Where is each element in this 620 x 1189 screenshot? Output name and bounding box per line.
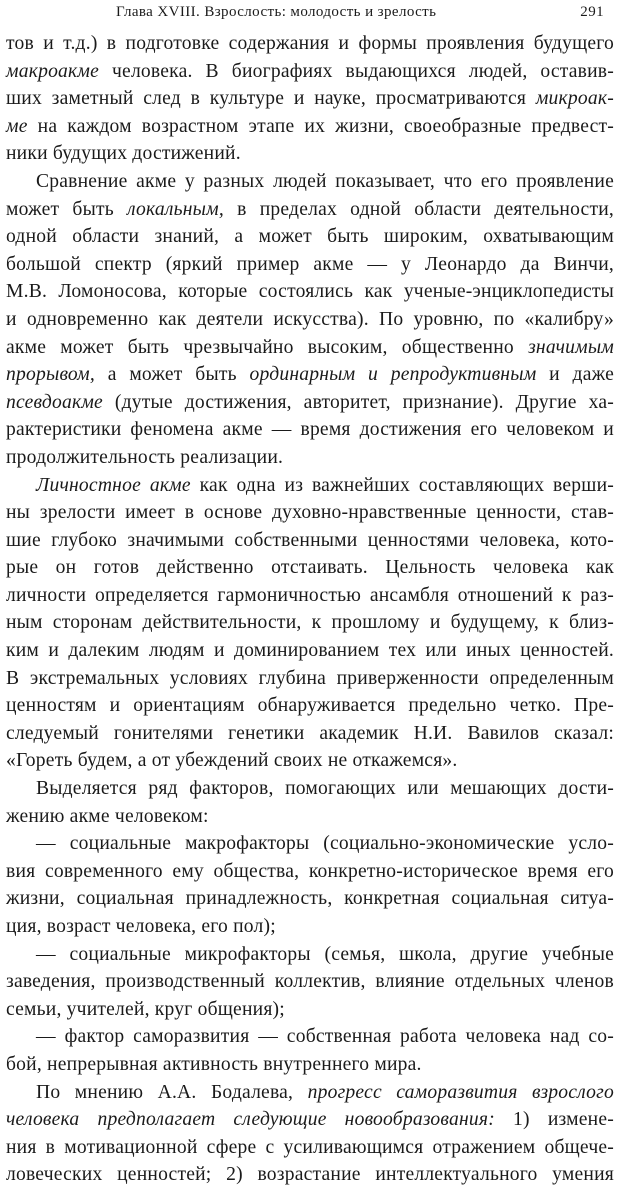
- text-line: следуемый гонителями генетики академик Н.И. Вавилов сказал:: [6, 722, 614, 744]
- text-line: прорывом, а может быть ординарным и репродуктивным и даже: [6, 364, 614, 386]
- running-head: [6, 0, 614, 30]
- text-line: «Гореть будем, а от убеждений своих не откажемся».: [6, 750, 458, 772]
- text-line: По мнению А.А. Бодалева, прогресс саморазвития взрослого: [36, 1081, 615, 1103]
- text-line: и одновременно как деятели искусства). По уровню, по «калибру»: [6, 308, 614, 330]
- text-line: В экстремальных условиях глубина приверженности определенным: [6, 667, 614, 689]
- text-line: рые он готов действенно отстаивать. Цельность человека как: [6, 557, 614, 579]
- text-line: тов и т.д.) в подготовке содержания и формы проявления будущего: [6, 33, 614, 54]
- text-line: акме может быть чрезвычайно высоким, общественно значимым: [6, 336, 614, 358]
- text-line: может быть локальным, в пределах одной области деятельности,: [6, 198, 614, 220]
- text-line: ны зрелости имеет в основе духовно-нравственные ценности, став-: [6, 502, 614, 524]
- text-line: ным сторонам действительности, к прошлому и будущему, к близ-: [6, 612, 614, 634]
- text-line: большой спектр (яркий пример акме — у Леонардо да Винчи,: [6, 253, 614, 275]
- text-line: ния в мотивационной сфере с усиливающимся отражением общече-: [6, 1136, 614, 1158]
- text-line: заведения, производственный коллектив, влияние отдельных членов: [6, 971, 614, 993]
- text-line: М.В. Ломоносова, которые состоялись как ученые-энциклопедисты: [6, 281, 614, 303]
- text-line: рактеристики феномена акме — время достижения его человеком и: [6, 419, 614, 441]
- text-line: ция, возраст человека, его пол);: [6, 916, 276, 937]
- text-line: макроакме человека. В биографиях выдающихся людей, оставив-: [6, 60, 614, 82]
- text-line: ловеческих ценностей; 2) возрастание интеллектуального умения: [6, 1164, 614, 1186]
- text-line: псевдоакме (дутые достижения, авторитет, признание). Другие ха-: [6, 391, 614, 413]
- running-title: Глава XVIII. Взрослость: молодость и зрелость: [116, 4, 437, 20]
- text-line: ники будущих достижений.: [6, 143, 241, 165]
- text-line: продолжительность реализации.: [6, 446, 284, 468]
- text-line: Личностное акме как одна из важнейших составляющих верши-: [36, 474, 614, 496]
- text-line: вия современного ему общества, конкретно-историческое время его: [6, 860, 614, 882]
- text-line: ме на каждом возрастном этапе их жизни, своеобразные предвест-: [6, 115, 614, 137]
- text-line: бой, непрерывная активность внутреннего мира.: [6, 1053, 422, 1075]
- text-line: одной области знаний, а может быть широким, охватывающим: [6, 226, 614, 248]
- text-line: Сравнение акме у разных людей показывает, что его проявление: [36, 170, 614, 192]
- text-line: человека предполагает следующие новообразования: 1) измене-: [6, 1109, 614, 1131]
- page-number: 291: [580, 4, 604, 20]
- text-line: — фактор саморазвития — собственная работа человека над со-: [36, 1026, 614, 1048]
- text-line: семьи, учителей, круг общения);: [6, 998, 285, 1020]
- text-line: личности определяется гармоничностью ансамбля отношений к раз-: [6, 584, 614, 606]
- text-line: шие глубоко значимыми собственными ценностями человека, кото-: [6, 529, 614, 551]
- text-line: жизни, социальная принадлежность, конкретная социальная ситуа-: [6, 888, 614, 910]
- body-text: [6, 30, 614, 1189]
- text-line: — социальные микрофакторы (семья, школа, другие учебные: [36, 943, 614, 965]
- text-line: — социальные макрофакторы (социально-экономические усло-: [36, 833, 614, 855]
- text-line: жению акме человеком:: [6, 805, 209, 827]
- text-line: ценностям и ориентациям обнаруживается предельно четко. Пре-: [6, 695, 614, 717]
- text-line: Выделяется ряд факторов, помогающих или мешающих дости-: [36, 778, 614, 800]
- text-line: ших заметный след в культуре и науке, просматриваются микроак-: [6, 88, 614, 110]
- text-line: ким и далеким людям и доминированием тех или иных ценностей.: [6, 640, 614, 662]
